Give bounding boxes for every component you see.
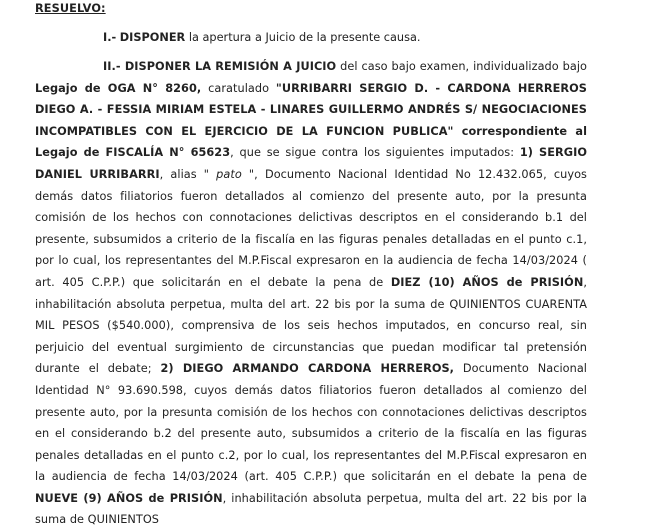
item-2-text: ", Documento Nacional Identidad No 12.432.065, cuyos demás datos filiatorios fueron detallados al comienzo del presente auto, por la presunta comisión de los hechos con connotaciones delictivas descriptos en el considerando b.1 del presente, subsumidos a criterio de la fiscalía en las figuras penales detalladas en el punto c.1, por lo cual, los representantes del M.P.Fiscal expresaron en la audiencia de fecha 14/03/2024 ( art. 405 C.P.P.) que solicitarán en el debate la pena de: [35, 167, 587, 289]
document-page: [35, 0, 587, 531]
item-2-text: , inhabilitación absoluta perpetua, multa del art. 22 bis por la suma de QUINIENTOS CUARENTA MIL PESOS ($540.000), comprensiva de los seis hechos imputados, en concurso real, sin perjuicio del eventual surgimiento de circunstancias que puedan modificar tal pretensión durante el debate;: [35, 275, 587, 376]
accused-1-name: 1) SERGIO DANIEL URRIBARRI: [35, 146, 587, 181]
item-2-text: , que se sigue contra los siguientes imputados:: [230, 146, 520, 160]
item-2-text: , alias ": [159, 167, 217, 181]
case-caption: "URRIBARRI SERGIO D. - CARDONA HERREROS DIEGO A. - FESSIA MIRIAM ESTELA - LINARES GUILLERMO ANDRÉS S/ NEGOCIACIONES INCOMPATIBLES CON EL EJERCICIO DE LA FUNCION PUBLICA" correspondiente al Legajo de FISCALÍA N° 65623: [35, 81, 587, 160]
item-2-text: Documento Nacional Identidad N° 93.690.598, cuyos demás datos filiatorios fueron detallados al comienzo del presente auto, por la presunta comisión de los hechos con connotaciones delictivas descriptos en el considerando b.2 del presente auto, subsumidos a criterio de la fiscalía en las figuras penales detalladas en el punto c.2, por lo cual, los representantes del M.P.Fiscal expresaron en la audiencia de fecha 14/03/2024 (art. 405 C.P.P.) que solicitarán en el debate la pena de: [35, 362, 587, 484]
accused-2-sentence: NUEVE (9) AÑOS de PRISIÓN: [35, 491, 223, 505]
accused-1-sentence: DIEZ (10) AÑOS de PRISIÓN: [390, 275, 584, 289]
legajo-oga-number: Legajo de OGA N° 8260,: [35, 81, 202, 95]
item-1-text: la apertura a Juicio de la presente causa.: [188, 31, 421, 44]
item-2-heading: II.- DISPONER LA REMISIÓN A JUICIO: [103, 60, 337, 73]
item-1-paragraph: [35, 20, 587, 56]
accused-1-alias: pato: [216, 167, 242, 181]
item-2-text: , inhabilitación absoluta perpetua, multa del art. 22 bis por la suma de QUINIENTOS: [35, 491, 587, 527]
resuelvo-heading: RESUELVO:: [35, 2, 106, 15]
item-2-text: caratulado: [201, 81, 276, 95]
accused-2-name: 2) DIEGO ARMANDO CARDONA HERREROS,: [160, 362, 455, 376]
item-2-text: del caso bajo examen, individualizado bajo: [336, 60, 588, 73]
item-2-paragraph: [35, 56, 587, 531]
item-1-verb: DISPONER: [119, 31, 186, 44]
item-1-number: I.-: [103, 31, 117, 44]
